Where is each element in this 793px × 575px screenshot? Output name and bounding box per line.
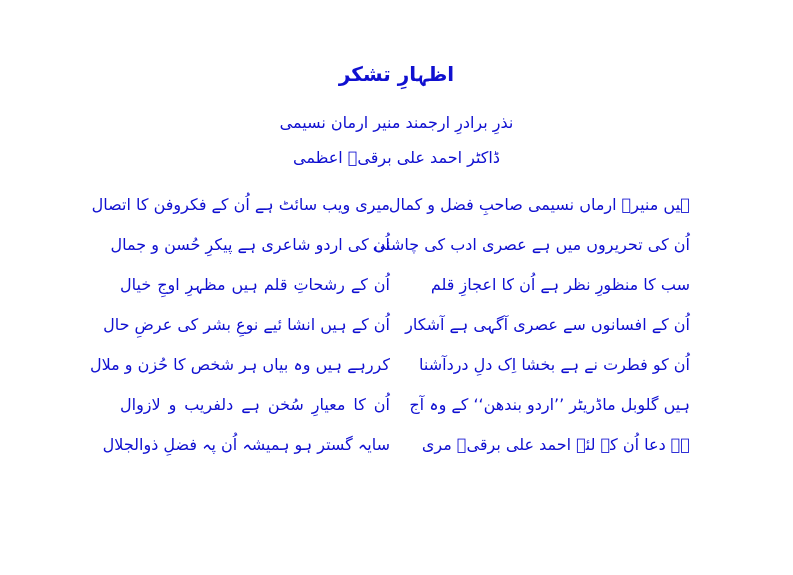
first-line: سب کا منظورِ نظر ہے اُن کا اعجازِ قلم (430, 275, 690, 294)
second-line: اُن کے رشحاتِ قلم ہیں مظہرِ اوجِ خیال (120, 275, 390, 294)
couplet (103, 313, 690, 353)
couplet (102, 433, 690, 473)
first-line: ہے دعا اُن کے لئے احمد علی برقیؔ مری (421, 435, 690, 454)
poem-title: اظہارِ تشکر (338, 62, 455, 86)
couplet (120, 273, 690, 313)
first-line: ہیں منیرؔ ارماں نسیمی صاحبِ فضل و کمال (388, 195, 690, 214)
dedication-line: نذرِ برادرِ ارجمند منیر ارمان نسیمی (279, 113, 514, 132)
second-line: اُن کا معیارِ سُخن ہے دلفریب و لازوال (120, 395, 390, 414)
couplet (110, 233, 690, 273)
first-line: ہیں گلوبل ماڈریٹر ’’اردو بندھن‘‘ کے وہ آج (409, 395, 690, 414)
couplet-list (89, 193, 690, 473)
second-line: سایہ گستر ہو ہمیشہ اُن پہ فضلِ ذوالجلال (102, 435, 390, 454)
second-line: اُن کے ہیں انشا ئیے نوعِ بشر کی عرضِ حال (103, 315, 390, 334)
couplet (91, 193, 690, 233)
couplet (120, 393, 690, 433)
second-line: میری ویب سائٹ ہے اُن کے فکروفن کا اتصال (91, 195, 390, 214)
first-line: اُن کے افسانوں سے عصری آگہی ہے آشکار (405, 315, 690, 334)
first-line: اُن کی تحریروں میں ہے عصری ادب کی چاشنی (372, 235, 690, 254)
couplet (89, 353, 690, 393)
second-line: کررہے ہیں وہ بیاں ہر شخص کا حُزن و ملال (89, 355, 390, 374)
author-line: ڈاکٹر احمد علی برقیؔ اعظمی (293, 148, 500, 167)
second-line: اُن کی اردو شاعری ہے پیکرِ حُسن و جمال (110, 235, 390, 254)
first-line: اُن کو فطرت نے ہے بخشا اِک دلِ دردآشنا (419, 355, 690, 374)
